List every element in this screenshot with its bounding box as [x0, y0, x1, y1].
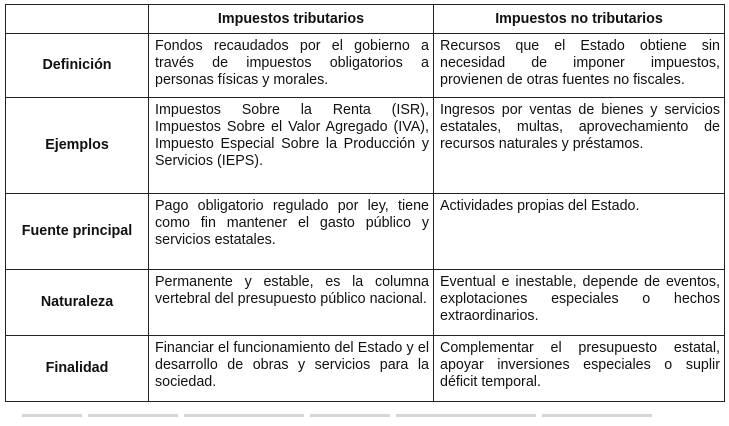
row-label-ejemplos: Ejemplos [6, 98, 149, 194]
table-row-ejemplos [6, 98, 725, 194]
cell-naturaleza-no-tributarios: Eventual e inestable, depende de eventos, explotaciones especiales o hechos extraordinarios. [434, 270, 725, 336]
header-row [6, 5, 725, 34]
cell-ejemplos-no-tributarios: Ingresos por ventas de bienes y servicios estatales, multas, aprovechamiento de recursos naturales y préstamos. [434, 98, 725, 194]
cell-definicion-tributarios: Fondos recaudados por el gobierno a través de impuestos obligatorios a personas físicas y morales. [149, 34, 434, 98]
header-corner-cell [6, 5, 149, 34]
cell-naturaleza-tributarios: Permanente y estable, es la columna vertebral del presupuesto público nacional. [149, 270, 434, 336]
illegible-footnote-line [22, 414, 722, 426]
cell-finalidad-no-tributarios: Complementar el presupuesto estatal, apoyar inversiones especiales o suplir déficit temporal. [434, 336, 725, 402]
table-row-definicion [6, 34, 725, 98]
row-label-naturaleza: Naturaleza [6, 270, 149, 336]
cell-ejemplos-tributarios: Impuestos Sobre la Renta (ISR), Impuestos Sobre el Valor Agregado (IVA), Impuesto Especial Sobre la Producción y Servicios (IEPS). [149, 98, 434, 194]
table-row-naturaleza [6, 270, 725, 336]
header-tributarios: Impuestos tributarios [149, 5, 434, 34]
table-row-finalidad [6, 336, 725, 402]
cell-definicion-no-tributarios: Recursos que el Estado obtiene sin necesidad de imponer impuestos, provienen de otras fuentes no fiscales. [434, 34, 725, 98]
cell-fuente-tributarios: Pago obligatorio regulado por ley, tiene como fin mantener el gasto público y servicios estatales. [149, 194, 434, 270]
row-label-definicion: Definición [6, 34, 149, 98]
table-row-fuente-principal [6, 194, 725, 270]
row-label-finalidad: Finalidad [6, 336, 149, 402]
comparison-table [5, 4, 725, 402]
cell-fuente-no-tributarios: Actividades propias del Estado. [434, 194, 725, 270]
row-label-fuente-principal: Fuente principal [6, 194, 149, 270]
header-no-tributarios: Impuestos no tributarios [434, 5, 725, 34]
cell-finalidad-tributarios: Financiar el funcionamiento del Estado y el desarrollo de obras y servicios para la sociedad. [149, 336, 434, 402]
